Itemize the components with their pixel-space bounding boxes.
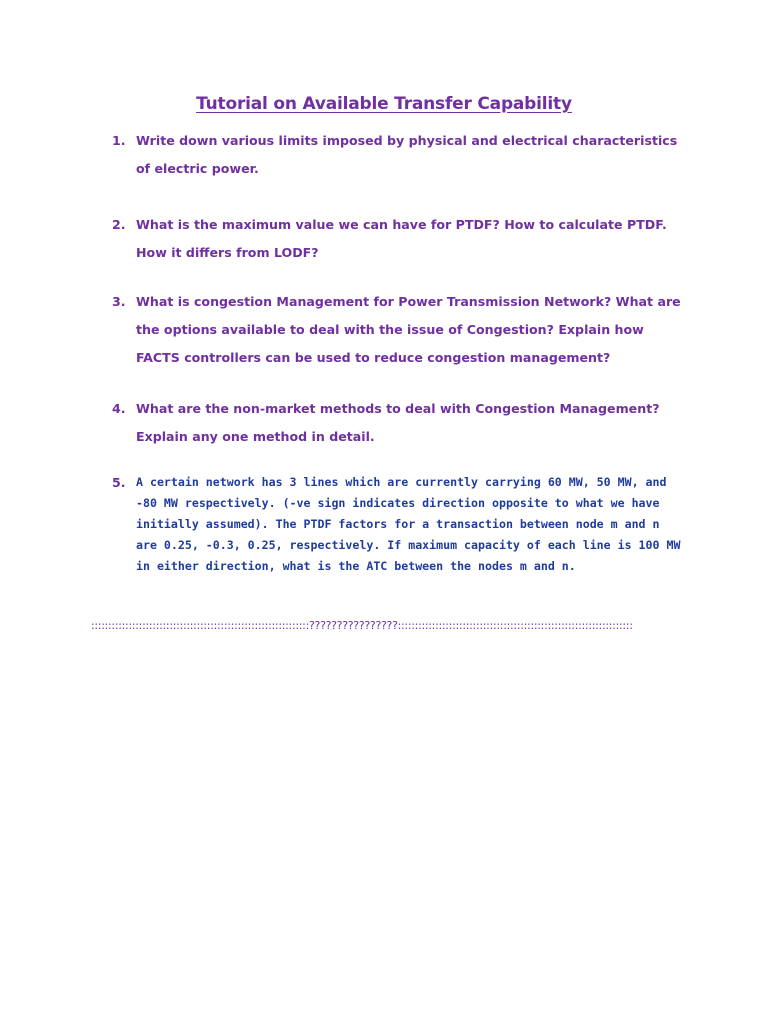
document-title: Tutorial on Available Transfer Capability [196, 94, 572, 114]
question-5-number: 5. [112, 475, 126, 490]
question-3-text: What is congestion Management for Power Transmission Network? What are the options available to deal with the issue of Congestion? Explain how FACTS controllers can be used to reduce congestion management? [136, 294, 681, 365]
question-3 [112, 288, 682, 372]
question-3-number: 3. [112, 294, 126, 309]
question-4-text: What are the non-market methods to deal with Congestion Management? Explain any one method in detail. [136, 401, 660, 444]
question-2-text: What is the maximum value we can have for PTDF? How to calculate PTDF. How it differs from LODF? [136, 217, 667, 260]
question-4 [112, 395, 682, 451]
question-2-number: 2. [112, 217, 126, 232]
question-1 [112, 127, 682, 183]
question-4-number: 4. [112, 401, 126, 416]
question-1-text: Write down various limits imposed by physical and electrical characteristics of electric power. [136, 133, 678, 176]
question-2 [112, 211, 682, 267]
separator-line: ::::::::::::::::::::::::::::::::::::::::::::::::::::::::::::::::????????????????::::::::::::::::::::::::::::::::::::::::::::::::::::::::::::::::::::: [91, 619, 633, 632]
question-1-number: 1. [112, 133, 126, 148]
question-5 [112, 472, 682, 577]
question-5-text: A certain network has 3 lines which are currently carrying 60 MW, 50 MW, and -80 MW respectively. (-ve sign indicates direction opposite to what we have initially assumed). The PTDF factors for a transaction between node m and n are 0.25, -0.3, 0.25, respectively. If maximum capacity of each line is 100 MW in either direction, what is the ATC between the nodes m and n. [136, 475, 681, 573]
